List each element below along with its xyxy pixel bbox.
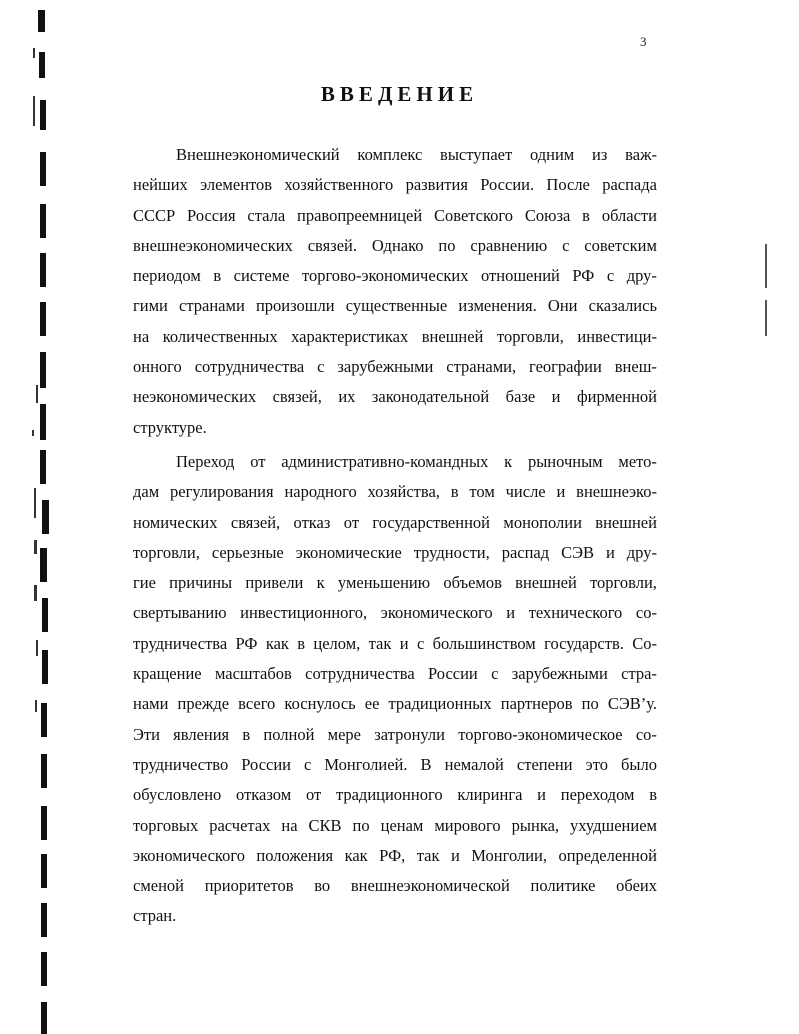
page-title: ВВЕДЕНИЕ — [320, 82, 479, 106]
text-line: кращение масштабов сотрудничества России с зарубежными стра- — [133, 664, 657, 684]
page-number: 3 — [640, 34, 647, 49]
text-line: Эти явления в полной мере затронули торгово-экономическое со- — [133, 724, 657, 744]
text-line: нейших элементов хозяйственного развития России. После распада — [133, 175, 657, 195]
text-line: стран. — [133, 906, 177, 926]
body-text — [133, 140, 657, 932]
text-line: внешнеэкономических связей. Однако по сравнению с советским — [133, 235, 657, 255]
text-line: гими странами произошли существенные изменения. Они сказались — [133, 296, 657, 316]
text-line: трудничество России с Монголией. В немалой степени это было — [133, 754, 657, 774]
text-line: нами прежде всего коснулось ее традиционных партнеров по СЭВ’у. — [133, 694, 657, 714]
text-line: Переход от административно-командных к рыночным мето- — [176, 451, 657, 471]
text-line: периодом в системе торгово-экономических отношений РФ с дру- — [133, 266, 657, 286]
text-line: экономического положения как РФ, так и Монголии, определенной — [133, 845, 657, 865]
text-line: сменой приоритетов во внешнеэкономической политике обеих — [133, 876, 657, 896]
text-line: онного сотрудничества с зарубежными странами, географии внеш- — [133, 357, 657, 377]
text-line: торговых расчетах на СКВ по ценам мирового рынка, ухудшением — [133, 815, 657, 835]
binding-edge-marks — [0, 0, 60, 1034]
text-line: Внешнеэкономический комплекс выступает одним из важ- — [176, 145, 657, 164]
text-line: СССР Россия стала правопреемницей Советского Союза в области — [133, 205, 657, 225]
text-line: неэкономических связей, их законодательной базе и фирменной — [133, 387, 657, 407]
margin-line-mark — [765, 244, 767, 288]
text-line: гие причины привели к уменьшению объемов внешней торговли, — [133, 573, 657, 593]
text-line: дам регулирования народного хозяйства, в том числе и внешнеэко- — [133, 482, 657, 502]
text-line: торговли, серьезные экономические трудности, распад СЭВ и дру- — [133, 542, 657, 562]
margin-line-mark — [765, 300, 767, 336]
text-line: структуре. — [133, 417, 207, 437]
text-line: на количественных характеристиках внешней торговли, инвестици- — [133, 326, 657, 346]
text-line: свертыванию инвестиционного, экономического и технического со- — [133, 603, 657, 623]
text-line: номических связей, отказ от государственной монополии внешней — [133, 512, 657, 532]
text-line: трудничества РФ как в целом, так и с большинством государств. Со- — [133, 633, 657, 653]
text-line: обусловлено отказом от традиционного клиринга и переходом в — [133, 785, 657, 805]
